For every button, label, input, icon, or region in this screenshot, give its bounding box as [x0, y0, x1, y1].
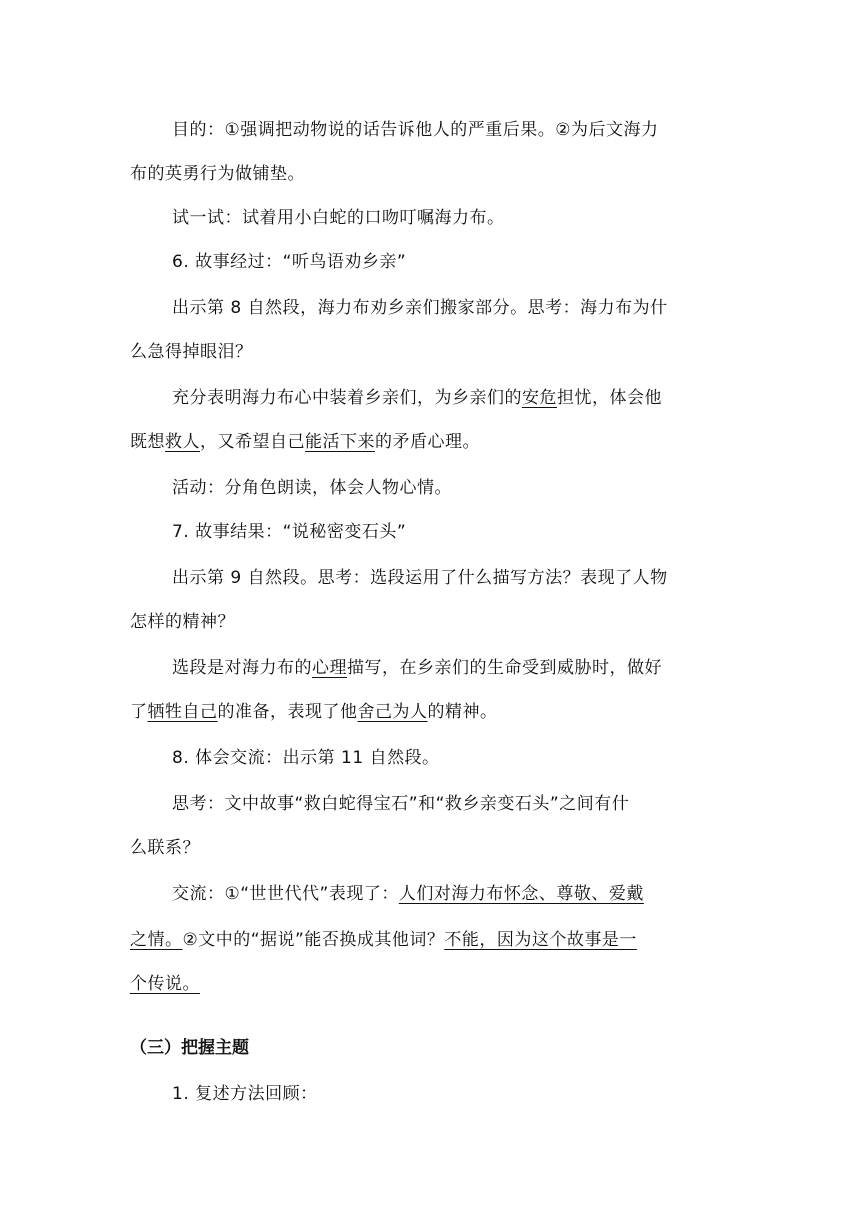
underlined-answer: 救人 [165, 432, 200, 452]
text: 的精神。 [427, 702, 498, 722]
heading-step-7: 7. 故事结果：“说秘密变石头” [172, 522, 407, 542]
paragraph-think-line-1: 思考：文中故事“救白蛇得宝石”和“救乡亲变石头”之间有什 [172, 794, 630, 814]
underlined-answer: 人们对海力布怀念、尊敬、爱戴 [398, 884, 644, 904]
heading-step-8: 8. 体会交流：出示第 11 自然段。 [172, 748, 440, 768]
text: ，又希望自己 [200, 432, 305, 452]
paragraph-answer-2-line-1 [172, 656, 662, 680]
heading-step-6: 6. 故事经过：“听鸟语劝乡亲” [172, 252, 407, 272]
paragraph-show-9-line-2: 怎样的精神？ [130, 612, 235, 632]
underlined-answer: 安危 [522, 388, 557, 408]
underlined-answer: 舍己为人 [357, 702, 428, 722]
paragraph-show-8-line-2: 么急得掉眼泪？ [130, 342, 253, 362]
underlined-answer: 心理 [312, 658, 347, 678]
paragraph-purpose-line-1: 目的：①强调把动物说的话告诉他人的严重后果。②为后文海力 [172, 120, 659, 140]
text: 交流：①“世世代代”表现了： [172, 884, 399, 904]
text: 的矛盾心理。 [375, 432, 480, 452]
underlined-answer: 个传说。 [130, 974, 200, 994]
paragraph-purpose-line-2: 布的英勇行为做铺垫。 [130, 164, 305, 184]
paragraph-think-line-2: 么联系？ [130, 838, 200, 858]
underlined-answer: 牺牲自己 [147, 702, 218, 722]
paragraph-answer-1-line-2 [130, 430, 480, 454]
paragraph-answer-1-line-1 [172, 386, 662, 410]
text: 的准备，表现了他 [217, 702, 358, 722]
section-heading: （三）把握主题 [130, 1038, 249, 1058]
underlined-answer: 不能，因为这个故事是一 [444, 930, 637, 950]
paragraph-exchange-line-2 [130, 928, 637, 952]
paragraph-show-8-line-1: 出示第 8 自然段，海力布劝乡亲们搬家部分。思考：海力布为什 [172, 298, 668, 318]
paragraph-answer-2-line-2 [130, 700, 498, 724]
text: 选段是对海力布的 [172, 658, 312, 678]
paragraph-show-9-line-1: 出示第 9 自然段。思考：选段运用了什么描写方法？表现了人物 [172, 568, 668, 588]
text: ②文中的“据说”能否换成其他词？ [182, 930, 445, 950]
paragraph-activity: 活动：分角色朗读，体会人物心情。 [172, 478, 452, 498]
text: 描写，在乡亲们的生命受到威胁时，做好 [347, 658, 662, 678]
paragraph-try: 试一试：试着用小白蛇的口吻叮嘱海力布。 [172, 208, 505, 228]
underlined-answer: 之情。 [130, 930, 183, 950]
text: 充分表明海力布心中装着乡亲们，为乡亲们的 [172, 388, 522, 408]
text: 既想 [130, 432, 165, 452]
paragraph-exchange-line-1 [172, 882, 644, 906]
text: 了 [130, 702, 148, 722]
text: 担忧，体会他 [557, 388, 662, 408]
underlined-answer: 能活下来 [305, 432, 375, 452]
paragraph-method-review: 1. 复述方法回顾： [172, 1084, 318, 1104]
paragraph-exchange-line-3 [130, 972, 200, 996]
